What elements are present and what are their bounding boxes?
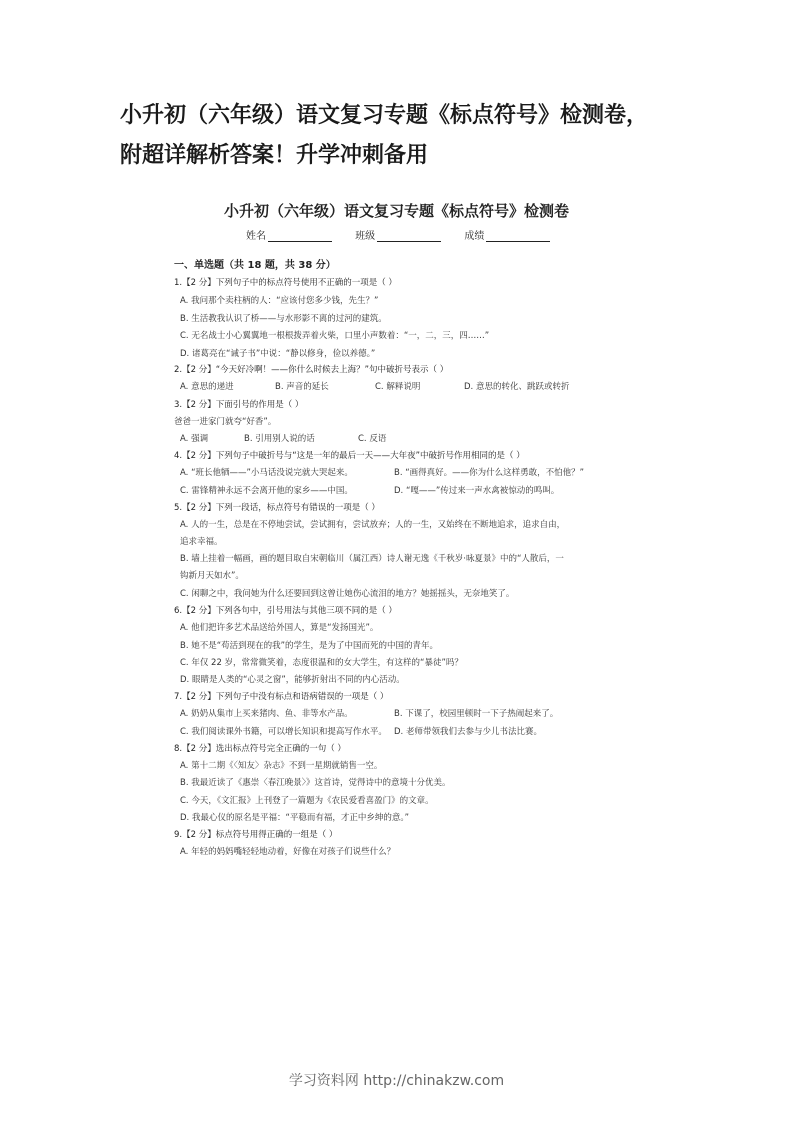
q8-option-c: C. 今天，《文汇报》上刊登了一篇题为《农民爱看喜盈门》的文章。	[180, 796, 434, 806]
q4-option-c: C. 雷锋精神永远不会离开他的家乡——中国。	[180, 486, 353, 496]
q3-stem: 爸爸一进家门就夸“好香”。	[174, 417, 277, 427]
q3-option-b: B. 引用别人说的话	[244, 434, 315, 444]
page-title-line-2: 附超详解析答案！升学冲刺备用	[120, 143, 429, 168]
q8-option-b: B. 我最近读了《惠崇〈春江晚景〉》这首诗，觉得诗中的意境十分优美。	[180, 778, 451, 788]
document-title: 小升初（六年级）语文复习专题《标点符号》检测卷	[223, 202, 569, 220]
q2-option-b: B. 声音的延长	[275, 382, 329, 392]
page-title-line-1: 小升初（六年级）语文复习专题《标点符号》检测卷，	[120, 103, 649, 128]
q3-option-c: C. 反语	[358, 434, 387, 444]
q1-option-d: D. 诸葛亮在“诫子书”中说：“静以修身，俭以养德。”	[180, 349, 376, 359]
q5-option-c: C. 闲聊之中，我问她为什么还要回到这曾让她伤心流泪的地方？她摇摇头，无奈地笑了。	[180, 589, 515, 599]
question-2: 2.【2 分】“今天好冷啊！——你什么时候去上海？”句中破折号表示（ ）	[174, 365, 449, 375]
question-6: 6.【2 分】下列各句中，引号用法与其他三项不同的是（ ）	[174, 606, 397, 616]
q7-option-d: D. 老师带领我们去参与少儿书法比赛。	[394, 727, 542, 737]
q6-option-a: A. 他们把许多艺术品送给外国人，算是“发扬国光”。	[180, 623, 379, 633]
q6-option-c: C. 年仅 22 岁，常常微笑着，态度很温和的女大学生，有这样的“暴徒”吗？	[180, 658, 463, 668]
student-info-row	[246, 227, 570, 242]
q5-option-a-cont: 追求幸福。	[180, 537, 223, 547]
question-5: 5.【2 分】下列一段话，标点符号有错误的一项是（ ）	[174, 503, 380, 513]
q4-option-a: A. “班长他牺——”小马话没说完就大哭起来。	[180, 468, 353, 478]
q5-option-a: A. 人的一生，总是在不停地尝试，尝试拥有，尝试放弃；人的一生，又始终在不断地追求，追求自由，	[180, 520, 566, 530]
q5-option-b: B. 墙上挂着一幅画，画的题目取自宋朝临川（属江西）诗人谢无逸《千秋岁·咏夏景》中的“人散后，一	[180, 554, 564, 564]
q2-option-d: D. 意思的转化、跳跃或转折	[464, 382, 570, 392]
name-label: 姓名	[246, 231, 266, 242]
q1-option-c: C. 无名战士小心翼翼地一根根拨弄着火柴，口里小声数着：“一，二，三，四……”	[180, 331, 490, 341]
score-blank	[486, 231, 550, 242]
question-7: 7.【2 分】下列句子中没有标点和语病错误的一项是（ ）	[174, 692, 389, 702]
question-4: 4.【2 分】下列句子中破折号与“这是一年的最后一天——大年夜”中破折号作用相同的是（ ）	[174, 451, 525, 461]
q1-option-b: B. 生活教我认识了桥——与水形影不离的过河的建筑。	[180, 314, 387, 324]
name-blank	[268, 231, 332, 242]
question-1: 1.【2 分】下列句子中的标点符号使用不正确的一项是（ ）	[174, 278, 397, 288]
class-field	[355, 227, 441, 242]
q8-option-d: D. 我最心仪的原名是平福：“平稳而有福，才正中乡绅的意。”	[180, 813, 410, 823]
score-label: 成绩	[464, 231, 485, 242]
question-3: 3.【2 分】下面引号的作用是（ ）	[174, 400, 304, 410]
q1-option-a: A. 我问那个卖柱柄的人：“应该付您多少钱，先生？”	[180, 296, 379, 306]
q2-option-c: C. 解释说明	[375, 382, 421, 392]
score-field	[464, 227, 550, 242]
q3-option-a: A. 强调	[180, 434, 209, 444]
q2-option-a: A. 意思的递进	[180, 382, 234, 392]
q6-option-b: B. 她不是“苟活到现在的我”的学生，是为了中国而死的中国的青年。	[180, 641, 439, 651]
q7-option-a: A. 奶奶从集市上买来猪肉、鱼、非等水产品。	[180, 709, 353, 719]
q4-option-d: D. “嘎——”传过来一声水禽被惊动的鸣叫。	[394, 486, 560, 496]
section-heading: 一、单选题（共 18 题，共 38 分）	[174, 260, 336, 271]
q4-option-b: B. “画得真好。——你为什么这样勇敢，不怕他？”	[394, 468, 585, 478]
class-blank	[377, 231, 441, 242]
question-8: 8.【2 分】选出标点符号完全正确的一句（ ）	[174, 744, 346, 754]
q7-option-b: B. 下课了，校园里顿时一下子热闹起来了。	[394, 709, 559, 719]
name-field	[246, 227, 332, 242]
q9-option-a: A. 年轻的妈妈嘴轻轻地动着，好像在对孩子们说些什么？	[180, 847, 396, 857]
q8-option-a: A. 第十二期《〈知友〉杂志》不到一星期就销售一空。	[180, 761, 383, 771]
q5-option-b-cont: 钩新月天如水”。	[180, 571, 244, 581]
question-9: 9.【2 分】标点符号用得正确的一组是（ ）	[174, 830, 338, 840]
footer-watermark: 学习资料网 http://chinakzw.com	[288, 1073, 505, 1089]
class-label: 班级	[355, 231, 376, 242]
q7-option-c: C. 我们阅读课外书籍，可以增长知识和提高写作水平。	[180, 727, 387, 737]
q6-option-d: D. 眼睛是人类的“心灵之窗”，能够折射出不同的内心活动。	[180, 675, 405, 685]
